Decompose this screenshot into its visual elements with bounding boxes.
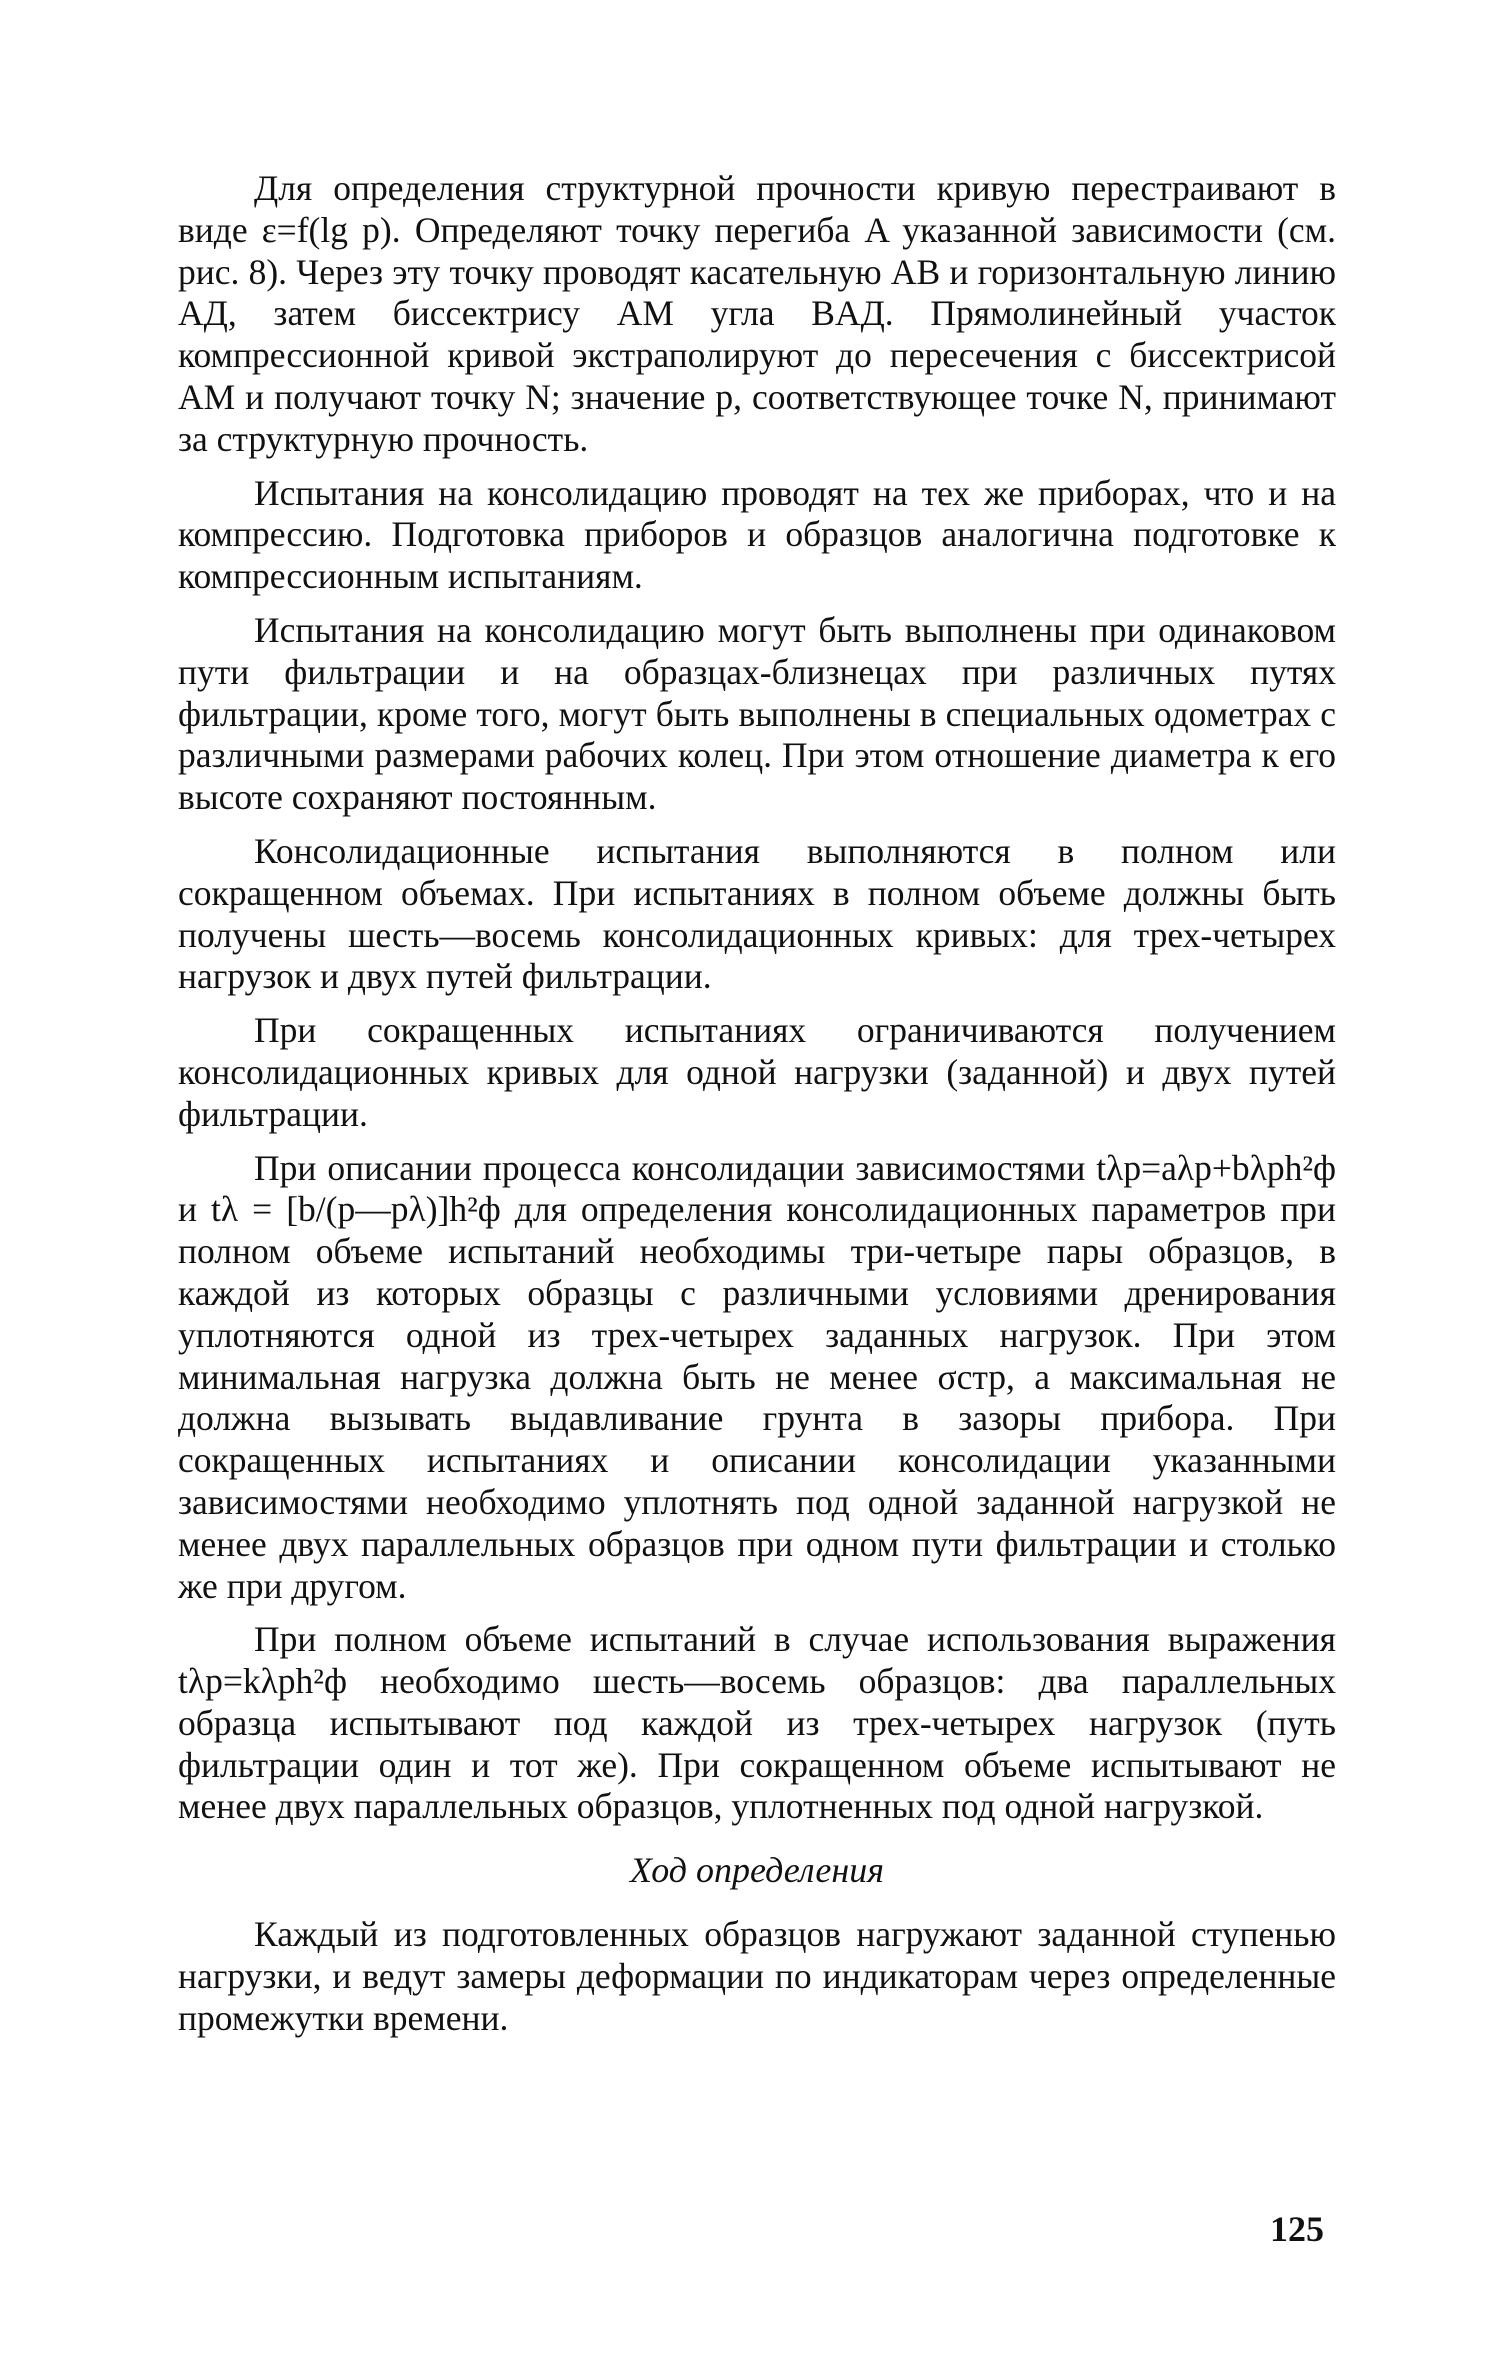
paragraph-reduced-tests: При сокращенных испытаниях ограничиваются получением консолидационных кривых для одной нагрузки (заданной) и двух путей фильтрации. bbox=[178, 1010, 1336, 1134]
paragraph-consolidation-devices: Испытания на консолидацию проводят на тех же приборах, что и на компрессию. Подготовка приборов и образцов аналогична подготовке к компрессионным испытаниям. bbox=[178, 472, 1336, 597]
paragraph-procedure: Каждый из подготовленных образцов нагружают заданной ступенью нагрузки, и ведут замеры деформации по индикаторам через определенные промежутки времени. bbox=[178, 1914, 1336, 2038]
page-body bbox=[178, 168, 1336, 2052]
paragraph-structural-strength: Для определения структурной прочности кривую перестраивают в виде ε=f(lg p). Определяют точку перегиба A указанной зависимости (см. рис. 8). Через эту точку проводят касательную AB и горизонтальную линию AД, затем биссектрису AM угла BAД. Прямолинейный участок компрессионной кривой экстраполируют до пересечения с биссектрисой AM и получают точку N; значение p, соответствующее точке N, принимают за структурную прочность. bbox=[178, 168, 1336, 459]
section-title: Ход определения bbox=[630, 1850, 884, 1891]
paragraph-filtration-paths: Испытания на консолидацию могут быть выполнены при одинаковом пути фильтрации и на образцах-близнецах при различных путях фильтрации, кроме того, могут быть выполнены в специальных одометрах с различными размерами рабочих колец. При этом отношение диаметра к его высоте сохраняют постоянным. bbox=[178, 609, 1336, 818]
paragraph-test-volume: Консолидационные испытания выполняются в полном или сокращенном объемах. При испытаниях в полном объеме должны быть получены шесть—восемь консолидационных кривых: для трех-четырех нагрузок и двух путей фильтрации. bbox=[178, 830, 1336, 997]
paragraph-full-volume-expression: При полном объеме испытаний в случае использования выражения tλp=kλph²ф необходимо шесть—восемь образцов: два параллельных образца испытывают под каждой из трех-четырех нагрузок (путь фильтрации один и тот же). При сокращенном объеме испытывают не менее двух параллельных образцов, уплотненных под одной нагрузкой. bbox=[178, 1619, 1336, 1827]
paragraph-consolidation-dependencies: При описании процесса консолидации зависимостями tλp=aλp+bλph²ф и tλ = [b/(p—pλ)]h²ф для определения консолидационных параметров при полном объеме испытаний необходимы три-четыре пары образцов, в каждой из которых образцы с различными условиями дренирования уплотняются одной из трех-четырех заданных нагрузок. При этом минимальная нагрузка должна быть не менее σстр, а максимальная не должна вызывать выдавливание грунта в зазоры прибора. При сокращенных испытаниях и описании консолидации указанными зависимостями необходимо уплотнять под одной заданной нагрузкой не менее двух параллельных образцов при одном пути фильтрации и столько же при другом. bbox=[178, 1147, 1336, 1606]
page-number: 125 bbox=[1270, 2209, 1324, 2249]
